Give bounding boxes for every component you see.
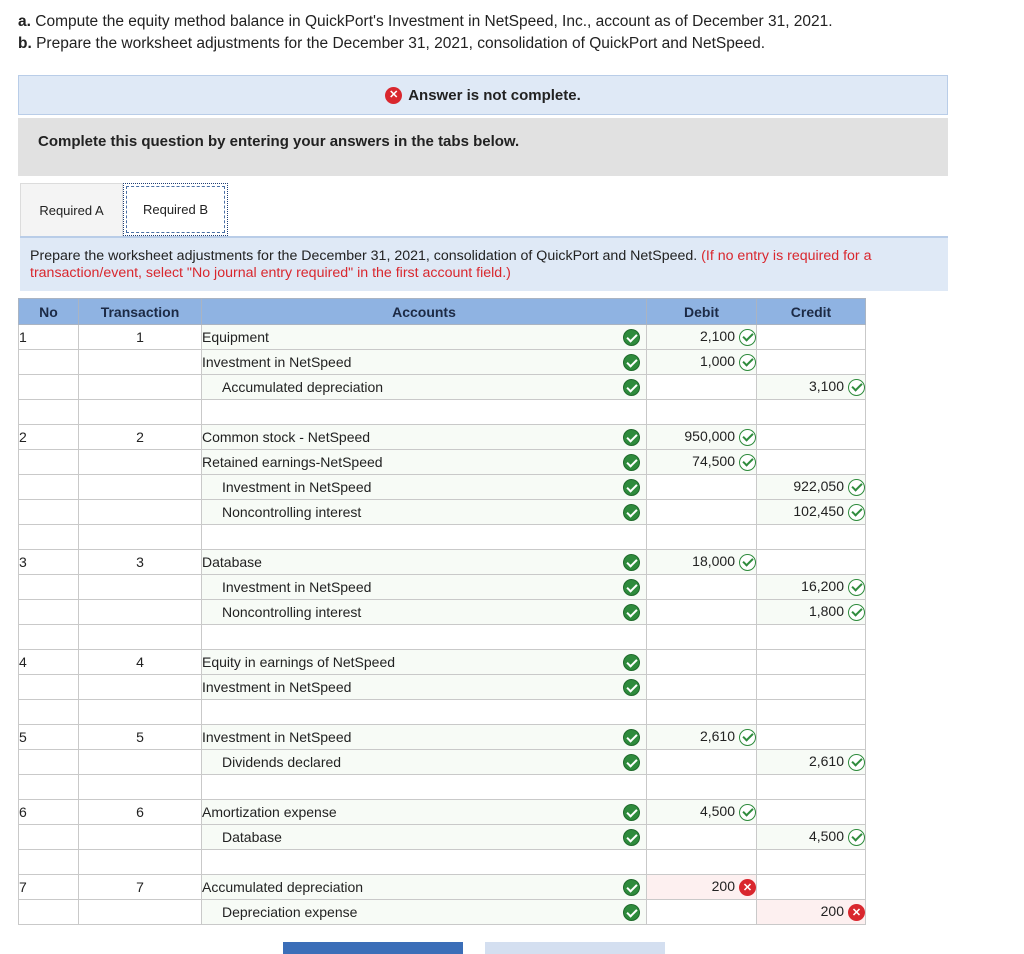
account-name: Depreciation expense [222, 904, 358, 920]
table-row [19, 875, 866, 900]
account-name: Noncontrolling interest [222, 604, 362, 620]
check-circle-icon [623, 879, 640, 896]
cell-transaction [79, 450, 202, 475]
cell-transaction: 3 [79, 550, 202, 575]
credit-value: 4,500 [808, 828, 844, 845]
journal-table [18, 298, 866, 925]
cell-transaction: 4 [79, 650, 202, 675]
cell-transaction [79, 775, 202, 800]
check-circle-icon [848, 754, 865, 771]
account-select[interactable] [202, 425, 647, 450]
debit-value: 2,100 [699, 328, 735, 345]
account-select[interactable] [202, 525, 647, 550]
check-circle-icon [848, 604, 865, 621]
cell-no: 4 [19, 650, 79, 675]
credit-value: 1,800 [808, 603, 844, 620]
check-circle-icon [623, 654, 640, 671]
cell-transaction [79, 600, 202, 625]
check-circle-icon [739, 354, 756, 371]
account-name: Investment in NetSpeed [202, 729, 352, 745]
cell-transaction: 7 [79, 875, 202, 900]
check-circle-icon [623, 604, 640, 621]
cell-transaction [79, 525, 202, 550]
question-b [18, 35, 765, 53]
credit-input[interactable] [757, 575, 866, 600]
cell-transaction [79, 350, 202, 375]
cell-transaction [79, 400, 202, 425]
credit-input[interactable] [757, 825, 866, 850]
debit-value: 74,500 [692, 453, 735, 470]
header-transaction: Transaction [79, 299, 202, 325]
debit-input[interactable] [647, 500, 757, 525]
check-circle-icon [623, 804, 640, 821]
table-row [19, 375, 866, 400]
cell-transaction [79, 575, 202, 600]
credit-input[interactable] [757, 425, 866, 450]
debit-input[interactable] [647, 725, 757, 750]
debit-input[interactable] [647, 375, 757, 400]
account-select[interactable] [202, 325, 647, 350]
table-row [19, 500, 866, 525]
cell-transaction [79, 900, 202, 925]
header-credit: Credit [757, 299, 866, 325]
x-circle-icon: ✕ [848, 904, 865, 921]
account-name: Retained earnings-NetSpeed [202, 454, 383, 470]
debit-input[interactable] [647, 625, 757, 650]
table-row [19, 825, 866, 850]
instructions-main: Prepare the worksheet adjustments for the December 31, 2021, consolidation of QuickPort and NetSpeed. [30, 248, 698, 264]
debit-input[interactable] [647, 800, 757, 825]
debit-value: 18,000 [692, 553, 735, 570]
x-circle-icon: ✕ [739, 879, 756, 896]
table-body [19, 325, 866, 925]
account-select[interactable] [202, 775, 647, 800]
account-select[interactable] [202, 475, 647, 500]
account-select[interactable] [202, 375, 647, 400]
credit-input[interactable] [757, 800, 866, 825]
cell-no [19, 375, 79, 400]
account-name: Investment in NetSpeed [202, 354, 352, 370]
check-circle-icon [848, 504, 865, 521]
credit-input[interactable] [757, 500, 866, 525]
cell-transaction [79, 625, 202, 650]
table-row [19, 450, 866, 475]
cell-no: 2 [19, 425, 79, 450]
cell-no [19, 500, 79, 525]
account-select[interactable] [202, 350, 647, 375]
account-name: Common stock - NetSpeed [202, 429, 371, 445]
table-row [19, 325, 866, 350]
table-row [19, 850, 866, 875]
cell-no [19, 675, 79, 700]
credit-value: 922,050 [793, 478, 844, 495]
cell-transaction [79, 475, 202, 500]
debit-input[interactable] [647, 750, 757, 775]
credit-input[interactable] [757, 350, 866, 375]
account-name: Accumulated depreciation [222, 379, 384, 395]
credit-input[interactable] [757, 375, 866, 400]
credit-input[interactable] [757, 450, 866, 475]
credit-input[interactable] [757, 400, 866, 425]
cell-transaction: 2 [79, 425, 202, 450]
credit-input[interactable] [757, 850, 866, 875]
account-name: Investment in NetSpeed [222, 579, 372, 595]
debit-input[interactable] [647, 675, 757, 700]
debit-input[interactable] [647, 325, 757, 350]
check-circle-icon [623, 379, 640, 396]
question-a-label: a. [18, 13, 31, 30]
debit-input[interactable] [647, 350, 757, 375]
debit-input[interactable] [647, 400, 757, 425]
header-no: No [19, 299, 79, 325]
account-select[interactable] [202, 700, 647, 725]
debit-input[interactable] [647, 475, 757, 500]
question-a-text: Compute the equity method balance in QuickPort's Investment in NetSpeed, Inc., account as of December 31, 2021. [35, 13, 833, 30]
answer-status-bar [18, 75, 948, 115]
table-row [19, 800, 866, 825]
debit-input[interactable] [647, 550, 757, 575]
check-circle-icon [739, 804, 756, 821]
table-row [19, 475, 866, 500]
check-circle-icon [623, 454, 640, 471]
credit-input[interactable] [757, 475, 866, 500]
table-row [19, 625, 866, 650]
check-circle-icon [739, 329, 756, 346]
debit-value: 950,000 [684, 428, 735, 445]
x-circle-icon: ✕ [385, 87, 402, 104]
header-accounts: Accounts [202, 299, 647, 325]
debit-value: 200 [711, 878, 735, 895]
check-circle-icon [623, 579, 640, 596]
table-row [19, 350, 866, 375]
cell-no [19, 750, 79, 775]
credit-input[interactable] [757, 775, 866, 800]
question-b-label: b. [18, 35, 32, 52]
question-a [18, 13, 833, 31]
cell-transaction [79, 750, 202, 775]
check-circle-icon [739, 429, 756, 446]
table-row [19, 600, 866, 625]
answer-status-text: Answer is not complete. [408, 86, 581, 104]
debit-input[interactable] [647, 775, 757, 800]
account-select[interactable] [202, 400, 647, 425]
debit-input[interactable] [647, 900, 757, 925]
cell-no [19, 700, 79, 725]
check-circle-icon [623, 329, 640, 346]
complete-question-text: Complete this question by entering your answers in the tabs below. [38, 133, 520, 150]
cell-no [19, 850, 79, 875]
credit-value: 3,100 [808, 378, 844, 395]
account-name: Equity in earnings of NetSpeed [202, 654, 396, 670]
account-name: Accumulated depreciation [202, 879, 364, 895]
debit-input[interactable] [647, 875, 757, 900]
account-name: Amortization expense [202, 804, 337, 820]
account-name: Noncontrolling interest [222, 504, 362, 520]
cell-no [19, 900, 79, 925]
cell-transaction [79, 500, 202, 525]
credit-input[interactable] [757, 600, 866, 625]
debit-input[interactable] [647, 600, 757, 625]
cell-no: 5 [19, 725, 79, 750]
cell-no [19, 350, 79, 375]
cell-no: 3 [19, 550, 79, 575]
account-name: Equipment [202, 329, 269, 345]
cell-no [19, 450, 79, 475]
account-select[interactable] [202, 600, 647, 625]
account-select[interactable] [202, 625, 647, 650]
check-circle-icon [623, 554, 640, 571]
account-name: Dividends declared [222, 754, 342, 770]
cell-no [19, 600, 79, 625]
account-name: Investment in NetSpeed [222, 479, 372, 495]
check-circle-icon [623, 754, 640, 771]
cell-no [19, 475, 79, 500]
account-name: Database [202, 554, 262, 570]
check-circle-icon [623, 504, 640, 521]
cell-transaction [79, 675, 202, 700]
cell-no [19, 625, 79, 650]
account-name: Investment in NetSpeed [202, 679, 352, 695]
account-select[interactable] [202, 550, 647, 575]
credit-input[interactable] [757, 875, 866, 900]
account-select[interactable] [202, 800, 647, 825]
credit-input[interactable] [757, 900, 866, 925]
account-select[interactable] [202, 500, 647, 525]
check-circle-icon [623, 429, 640, 446]
check-circle-icon [623, 479, 640, 496]
credit-input[interactable] [757, 625, 866, 650]
cell-transaction [79, 850, 202, 875]
check-circle-icon [623, 354, 640, 371]
check-circle-icon [623, 729, 640, 746]
tab-bar [20, 183, 228, 236]
table-row [19, 650, 866, 675]
prev-button[interactable] [283, 942, 463, 954]
account-select[interactable] [202, 650, 647, 675]
account-select[interactable] [202, 900, 647, 925]
table-row [19, 725, 866, 750]
account-name: Database [222, 829, 282, 845]
credit-input[interactable] [757, 325, 866, 350]
cell-transaction: 1 [79, 325, 202, 350]
table-row [19, 775, 866, 800]
debit-input[interactable] [647, 425, 757, 450]
debit-value: 4,500 [699, 803, 735, 820]
credit-input[interactable] [757, 550, 866, 575]
tab-required-a[interactable]: Required A [20, 183, 123, 236]
debit-input[interactable] [647, 850, 757, 875]
table-header-row [19, 299, 866, 325]
table-row [19, 750, 866, 775]
check-circle-icon [848, 479, 865, 496]
instructions-banner [18, 118, 948, 176]
account-select[interactable] [202, 850, 647, 875]
debit-input[interactable] [647, 700, 757, 725]
account-select[interactable] [202, 750, 647, 775]
cell-transaction [79, 375, 202, 400]
check-circle-icon [739, 554, 756, 571]
account-select[interactable] [202, 575, 647, 600]
credit-input[interactable] [757, 525, 866, 550]
instructions-note: (If no entry is required for a transaction/event, select "No journal entry required" in the first account field.) [30, 248, 872, 281]
credit-value: 102,450 [793, 503, 844, 520]
table-row [19, 400, 866, 425]
account-select[interactable] [202, 875, 647, 900]
cell-transaction: 6 [79, 800, 202, 825]
cell-no [19, 825, 79, 850]
credit-input[interactable] [757, 650, 866, 675]
tab-instructions [20, 236, 948, 291]
check-circle-icon [623, 904, 640, 921]
check-circle-icon [739, 454, 756, 471]
table-row [19, 675, 866, 700]
credit-input[interactable] [757, 700, 866, 725]
credit-input[interactable] [757, 750, 866, 775]
debit-input[interactable] [647, 650, 757, 675]
check-circle-icon [623, 829, 640, 846]
credit-value: 2,610 [808, 753, 844, 770]
debit-input[interactable] [647, 825, 757, 850]
debit-input[interactable] [647, 525, 757, 550]
table-row [19, 575, 866, 600]
question-b-text: Prepare the worksheet adjustments for the December 31, 2021, consolidation of QuickPort and NetSpeed. [36, 35, 766, 52]
cell-no: 1 [19, 325, 79, 350]
check-circle-icon [848, 579, 865, 596]
credit-input[interactable] [757, 675, 866, 700]
debit-value: 1,000 [699, 353, 735, 370]
table-row [19, 425, 866, 450]
check-circle-icon [848, 829, 865, 846]
cell-transaction [79, 825, 202, 850]
account-select[interactable] [202, 675, 647, 700]
debit-input[interactable] [647, 450, 757, 475]
table-row [19, 700, 866, 725]
cell-no: 7 [19, 875, 79, 900]
cell-no [19, 575, 79, 600]
check-circle-icon [848, 379, 865, 396]
credit-value: 16,200 [801, 578, 844, 595]
next-button[interactable] [485, 942, 665, 954]
cell-transaction: 5 [79, 725, 202, 750]
credit-input[interactable] [757, 725, 866, 750]
table-row [19, 550, 866, 575]
table-row [19, 525, 866, 550]
cell-no [19, 775, 79, 800]
account-select[interactable] [202, 725, 647, 750]
account-select[interactable] [202, 825, 647, 850]
check-circle-icon [739, 729, 756, 746]
check-circle-icon [623, 679, 640, 696]
table-row [19, 900, 866, 925]
account-select[interactable] [202, 450, 647, 475]
cell-transaction [79, 700, 202, 725]
cell-no: 6 [19, 800, 79, 825]
credit-value: 200 [820, 903, 844, 920]
cell-no [19, 525, 79, 550]
header-debit: Debit [647, 299, 757, 325]
cell-no [19, 400, 79, 425]
debit-input[interactable] [647, 575, 757, 600]
tab-required-b[interactable]: Required B [123, 183, 228, 236]
debit-value: 2,610 [699, 728, 735, 745]
